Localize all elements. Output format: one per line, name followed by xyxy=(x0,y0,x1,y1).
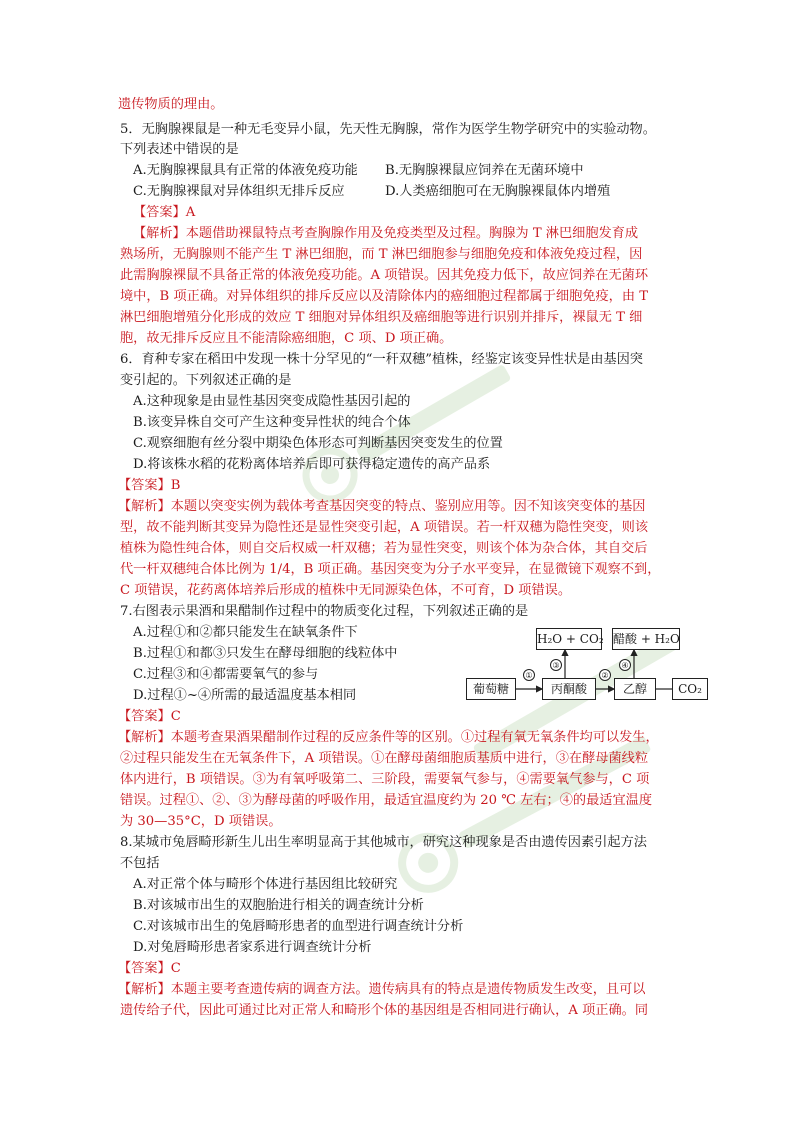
diagram-step-2: ② xyxy=(599,669,611,681)
question-6-stem-2: 变引起的。下列叙述正确的是 xyxy=(120,373,292,388)
question-7-option-d: D.过程①~④所需的最适温度基本相同 xyxy=(133,688,357,703)
question-7-explanation-2: ②过程只能发生在无氧条件下，A 项错误。①在酵母菌细胞质基质中进行，③在酵母菌线粒 xyxy=(120,751,649,766)
question-8-option-c: C.对该城市出生的兔唇畸形患者的血型进行调查统计分析 xyxy=(133,919,464,934)
question-8-stem-2: 不包括 xyxy=(120,856,160,871)
question-6-explanation-3: 植株为隐性纯合体，则自交后权威一杆双穗；若为显性突变，则该个体为杂合体，其自交后 xyxy=(120,541,648,556)
diagram-box-pyruvate: 丙酮酸 xyxy=(542,678,596,700)
question-5-stem: 5．无胸腺裸鼠是一种无毛变异小鼠，先天性无胸腺，常作为医学生物学研究中的实验动物。 xyxy=(120,122,656,137)
question-7-explanation-3: 体内进行，B 项错误。③为有氧呼吸第二、三阶段，需要氧气参与，④需要氧气参与，C 项 xyxy=(120,772,650,787)
question-8-option-d: D.对兔唇畸形患者家系进行调查统计分析 xyxy=(133,940,372,955)
question-5-option-a: A.无胸腺裸鼠具有正常的体液免疫功能 xyxy=(133,163,358,178)
question-7-stem: 7.右图表示果酒和果醋制作过程中的物质变化过程，下列叙述正确的是 xyxy=(120,604,529,619)
question-7-answer: 【答案】C xyxy=(118,709,181,724)
question-6-option-c: C.观察细胞有丝分裂中期染色体形态可判断基因突变发生的位置 xyxy=(133,436,503,451)
question-7-option-c: C.过程③和④都需要氧气的参与 xyxy=(133,667,319,682)
diagram-box-h2o-co2: H₂O + CO₂ xyxy=(536,628,602,650)
question-6-explanation-5: C 项错误，花药离体培养后形成的植株中无同源染色体，不可育，D 项错误。 xyxy=(120,583,572,598)
question-6-option-b: B.该变异株自交可产生这种变异性状的纯合个体 xyxy=(133,415,411,430)
diagram-box-glucose: 葡萄糖 xyxy=(466,678,516,700)
question-5-explanation-2: 熟场所，无胸腺则不能产生 T 淋巴细胞，而 T 淋巴细胞参与细胞免疫和体液免疫过程，因 xyxy=(120,247,643,262)
diagram-box-co2: CO₂ xyxy=(672,678,708,700)
question-5-explanation-4: 境中，B 项正确。对异体组织的排斥反应以及清除体内的癌细胞过程都属于细胞免疫，由 T xyxy=(120,289,648,304)
question-8-option-a: A.对正常个体与畸形个体进行基因组比较研究 xyxy=(133,877,398,892)
question-6-option-d: D.将该株水稻的花粉离体培养后即可获得稳定遗传的高产品系 xyxy=(133,457,491,472)
question-7-explanation-1: 【解析】本题考查果酒果醋制作过程的反应条件等的区别。①过程有氧无氧条件均可以发生， xyxy=(118,730,659,745)
question-6-option-a: A.这种现象是由显性基因突变成隐性基因引起的 xyxy=(133,394,411,409)
question-6-answer: 【答案】B xyxy=(118,478,181,493)
question-8-stem: 8.某城市兔唇畸形新生儿出生率明显高于其他城市，研究这种现象是否由遗传因素引起方法 xyxy=(120,835,647,850)
question-5-explanation-1: 【解析】本题借助裸鼠特点考查胸腺作用及免疫类型及过程。胸腺为 T 淋巴细胞发育成 xyxy=(133,226,639,241)
question-5-explanation-3: 此需胸腺裸鼠不具备正常的体液免疫功能。A 项错误。因其免疫力低下，故应饲养在无菌环 xyxy=(120,268,649,283)
question-5-option-c: C.无胸腺裸鼠对异体组织无排斥反应 xyxy=(133,184,345,199)
diagram-step-1: ① xyxy=(523,669,535,681)
question-7-option-a: A.过程①和②都只能发生在缺氧条件下 xyxy=(133,625,358,640)
question-8-explanation-2: 遗传给子代，因此可通过比对正常人和畸形个体的基因组是否相同进行确认，A 项正确。同 xyxy=(120,1003,649,1018)
question-5-answer: 【答案】A xyxy=(133,205,196,220)
fermentation-diagram xyxy=(462,628,712,708)
question-6-explanation-2: 型，故不能判断其变异为隐性还是显性突变引起，A 项错误。若一杆双穗为隐性突变，则该 xyxy=(120,520,649,535)
question-7-option-b: B.过程①和都③只发生在酵母细胞的线粒体中 xyxy=(133,646,398,661)
question-5-option-b: B.无胸腺裸鼠应饲养在无菌环境中 xyxy=(385,163,584,178)
prev-answer-tail: 遗传物质的理由。 xyxy=(118,97,224,112)
question-5-explanation-6: 胞，故无排斥反应且不能清除癌细胞，C 项、D 项正确。 xyxy=(120,331,453,346)
question-8-explanation-1: 【解析】本题主要考查遗传病的调查方法。遗传病具有的特点是遗传物质发生改变，且可以 xyxy=(118,982,646,997)
question-8-answer: 【答案】C xyxy=(118,961,181,976)
diagram-box-acetic-acid: 醋酸 + H₂O xyxy=(612,628,680,650)
diagram-step-3: ③ xyxy=(550,659,562,671)
question-6-stem: 6．育种专家在稻田中发现一株十分罕见的“一秆双穗”植株，经鉴定该变异性状是由基因突 xyxy=(120,352,643,367)
question-6-explanation-4: 代一杆双穗纯合体比例为 1/4，B 项正确。基因突变为分子水平变异，在显微镜下观察不到， xyxy=(120,562,661,577)
question-5-explanation-5: 淋巴细胞增殖分化形成的效应 T 细胞对异体组织及癌细胞等进行识别并排斥，裸鼠无 T 细 xyxy=(120,310,643,325)
question-5-option-d: D.人类癌细胞可在无胸腺裸鼠体内增殖 xyxy=(385,184,611,199)
diagram-step-4: ④ xyxy=(619,659,631,671)
question-7-explanation-5: 为 30—35°C，D 项错误。 xyxy=(120,814,282,829)
diagram-box-ethanol: 乙醇 xyxy=(614,678,656,700)
question-8-option-b: B.对该城市出生的双胞胎进行相关的调查统计分析 xyxy=(133,898,424,913)
question-5-stem-2: 下列表述中错误的是 xyxy=(120,142,239,157)
question-6-explanation-1: 【解析】本题以突变实例为载体考查基因突变的特点、鉴别应用等。因不知该突变体的基因 xyxy=(118,499,646,514)
question-7-explanation-4: 错误。过程①、②、③为酵母菌的呼吸作用，最适宜温度约为 20 ℃ 左右；④的最适宜温度 xyxy=(120,793,653,808)
